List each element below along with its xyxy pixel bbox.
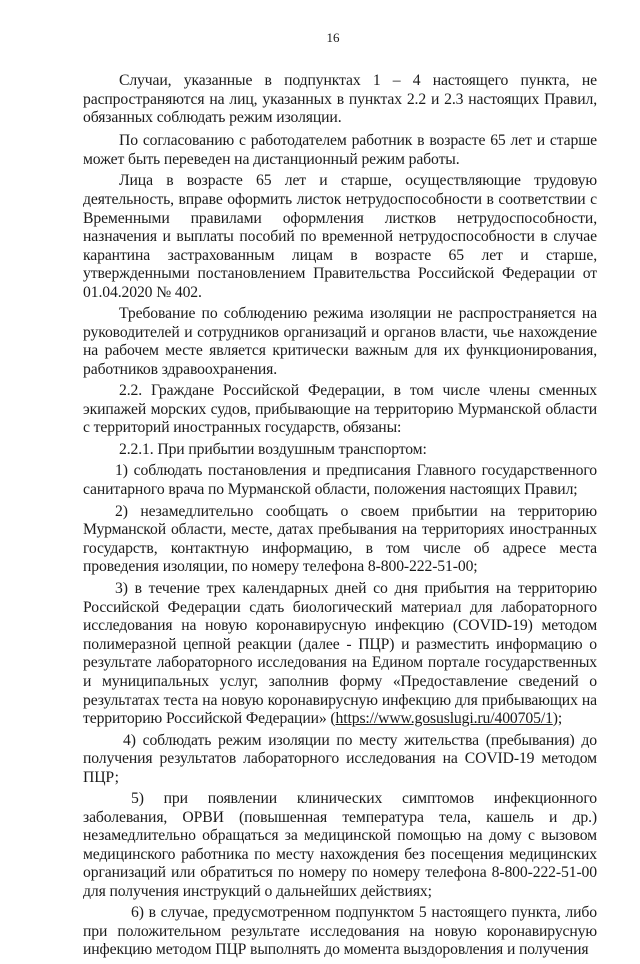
list-item-5: 5) при появлении клинических симптомов инфекционного заболевания, ОРВИ (повышенная температура тела, кашель и др.) незамедлительно обращаться за медицинской помощью на дому с вызовом медицинского работника по месту нахождения без посещения медицинских организаций или обратиться по номеру по номеру телефона 8-800-222-51-00 для получения инструкций о дальнейших действиях; — [83, 789, 597, 900]
paragraph-section-2-2-1: 2.2.1. При прибытии воздушным транспортом: — [119, 440, 427, 458]
list-item-3 — [83, 580, 597, 729]
list-item-4: 4) соблюдать режим изоляции по месту жительства (пребывания) до получения результатов лабораторного исследования на COVID-19 методом ПЦР; — [83, 731, 597, 786]
list-item-3-text-end: ); — [552, 710, 563, 728]
list-item-2: 2) незамедлительно сообщать о своем прибытии на территорию Мурманской области, месте, датах пребывания на территориях иностранных государств, контактную информацию, в том числе об адресе места проведения изоляции, по номеру телефона 8-800-222-51-00; — [83, 502, 597, 576]
paragraph-section-2-2: 2.2. Граждане Российской Федерации, в том числе члены сменных экипажей морских судов, прибывающие на территорию Мурманской области с территорий иностранных государств, обязаны: — [83, 382, 597, 437]
list-item-6: 6) в случае, предусмотренном подпунктом 5 настоящего пункта, либо при положительном результате исследования на новую коронавирусную инфекцию методом ПЦР выполнять до момента выздоровления и получения — [83, 904, 597, 959]
list-item-3-text: 3) в течение трех календарных дней со дня прибытия на территорию Российской Федерации сдать биологический материал для лабораторного исследования на новую коронавирусную инфекцию (COVID-19) методом полимеразной цепной реакции (далее - ПЦР) и разместить информацию о результате лабораторного исследования на Едином портале государственных и муниципальных услуг, заполнив форму «Предоставление сведений о результатах теста на новую коронавирусную инфекцию для прибывающих на территорию Российской Федерации» ( — [83, 579, 597, 728]
paragraph-sick-leave: Лица в возрасте 65 лет и старше, осуществляющие трудовую деятельность, вправе оформить листок нетрудоспособности в соответствии с Временными правилами оформления листков нетрудоспособности, назначения и выплаты пособий по временной нетрудоспособности в случае карантина застрахованным лицам в возрасте 65 лет и старше, утвержденными постановлением Правительства Российской Федерации от 01.04.2020 № 402. — [83, 172, 597, 302]
page-number: 16 — [326, 30, 340, 45]
paragraph-isolation-exemption: Требование по соблюдению режима изоляции не распространяется на руководителей и сотрудников организаций и органов власти, чье нахождение на рабочем месте является критически важным для их функционирования, работников здравоохранения. — [83, 305, 597, 378]
paragraph-remote-work: По согласованию с работодателем работник в возрасте 65 лет и старше может быть переведен на дистанционный режим работы. — [83, 132, 597, 168]
gosuslugi-link[interactable]: https://www.gosuslugi.ru/400705/1 — [335, 710, 553, 728]
document-page — [83, 30, 597, 964]
paragraph-exceptions-not-applicable: Случаи, указанные в подпунктах 1 – 4 настоящего пункта, не распространяются на лиц, указанных в пунктах 2.2 и 2.3 настоящих Правил, обязанных соблюдать режим изоляции. — [83, 72, 597, 127]
list-item-1: 1) соблюдать постановления и предписания Главного государственного санитарного врача по Мурманской области, положения настоящих Правил; — [83, 462, 597, 498]
